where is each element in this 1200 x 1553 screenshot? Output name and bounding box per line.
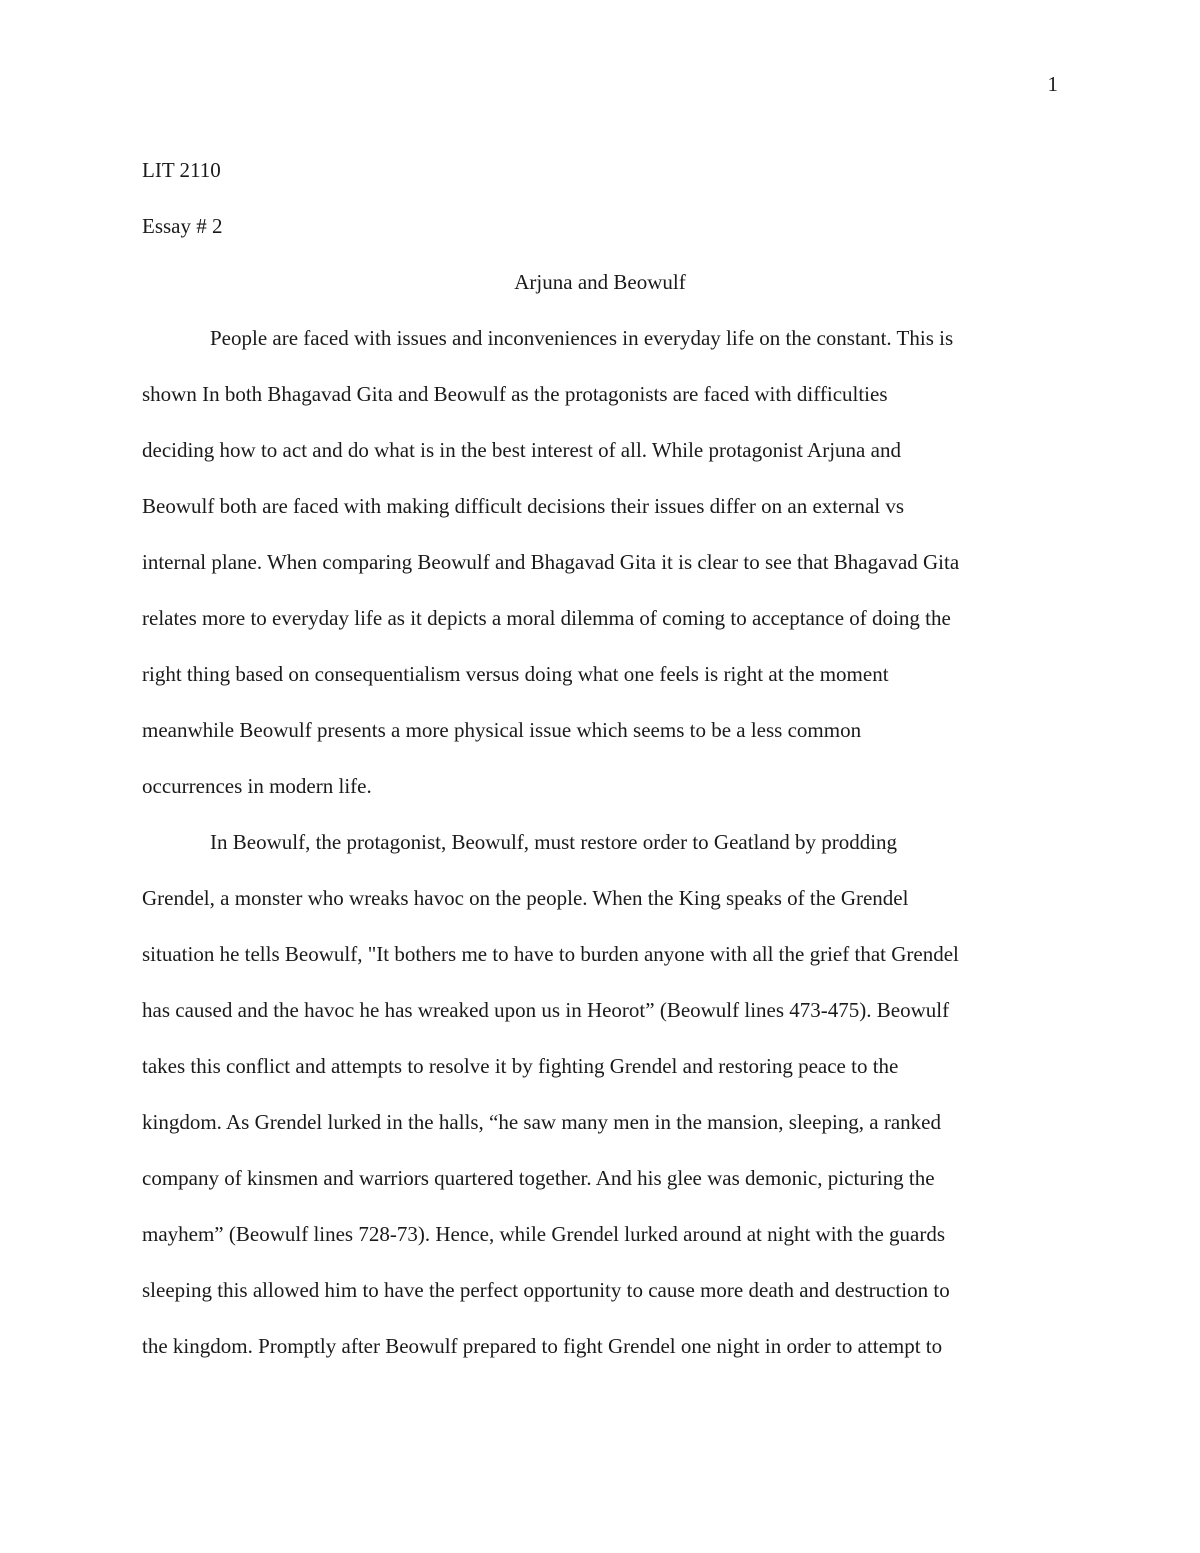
essay-title: Arjuna and Beowulf xyxy=(514,270,686,294)
paragraph-line: In Beowulf, the protagonist, Beowulf, must restore order to Geatland by prodding xyxy=(210,830,898,854)
paragraph-line: relates more to everyday life as it depicts a moral dilemma of coming to acceptance of doing the xyxy=(142,606,951,630)
paragraph-line: meanwhile Beowulf presents a more physical issue which seems to be a less common xyxy=(142,718,862,742)
paragraph-line: right thing based on consequentialism versus doing what one feels is right at the moment xyxy=(142,662,889,686)
paragraph-1 xyxy=(142,310,1058,814)
paragraph-line: internal plane. When comparing Beowulf and Bhagavad Gita it is clear to see that Bhagavad Gita xyxy=(142,550,960,574)
paragraph-line: company of kinsmen and warriors quartered together. And his glee was demonic, picturing the xyxy=(142,1166,935,1190)
paragraph-2 xyxy=(142,814,1058,1374)
paragraph-line: situation he tells Beowulf, "It bothers me to have to burden anyone with all the grief that Grendel xyxy=(142,942,959,966)
course-code: LIT 2110 xyxy=(142,158,221,182)
paragraph-line: Beowulf both are faced with making difficult decisions their issues differ on an external vs xyxy=(142,494,905,518)
paragraph-line: People are faced with issues and inconveniences in everyday life on the constant. This is xyxy=(210,326,954,350)
paragraph-line: takes this conflict and attempts to resolve it by fighting Grendel and restoring peace to the xyxy=(142,1054,899,1078)
paragraph-line: kingdom. As Grendel lurked in the halls, “he saw many men in the mansion, sleeping, a ranked xyxy=(142,1110,941,1134)
paragraph-line: the kingdom. Promptly after Beowulf prepared to fight Grendel one night in order to attempt to xyxy=(142,1334,943,1358)
page-number: 1 xyxy=(1047,72,1058,96)
paragraph-line: deciding how to act and do what is in the best interest of all. While protagonist Arjuna and xyxy=(142,438,901,462)
paragraph-line: sleeping this allowed him to have the perfect opportunity to cause more death and destruction to xyxy=(142,1278,950,1302)
essay-body xyxy=(142,142,1058,1374)
paragraph-line: shown In both Bhagavad Gita and Beowulf as the protagonists are faced with difficulties xyxy=(142,382,888,406)
paragraph-line: Grendel, a monster who wreaks havoc on the people. When the King speaks of the Grendel xyxy=(142,886,909,910)
paragraph-line: mayhem” (Beowulf lines 728-73). Hence, while Grendel lurked around at night with the guards xyxy=(142,1222,946,1246)
assignment-label: Essay # 2 xyxy=(142,214,223,238)
paragraph-line: has caused and the havoc he has wreaked upon us in Heorot” (Beowulf lines 473-475). Beowulf xyxy=(142,998,950,1022)
paragraph-line: occurrences in modern life. xyxy=(142,774,372,798)
